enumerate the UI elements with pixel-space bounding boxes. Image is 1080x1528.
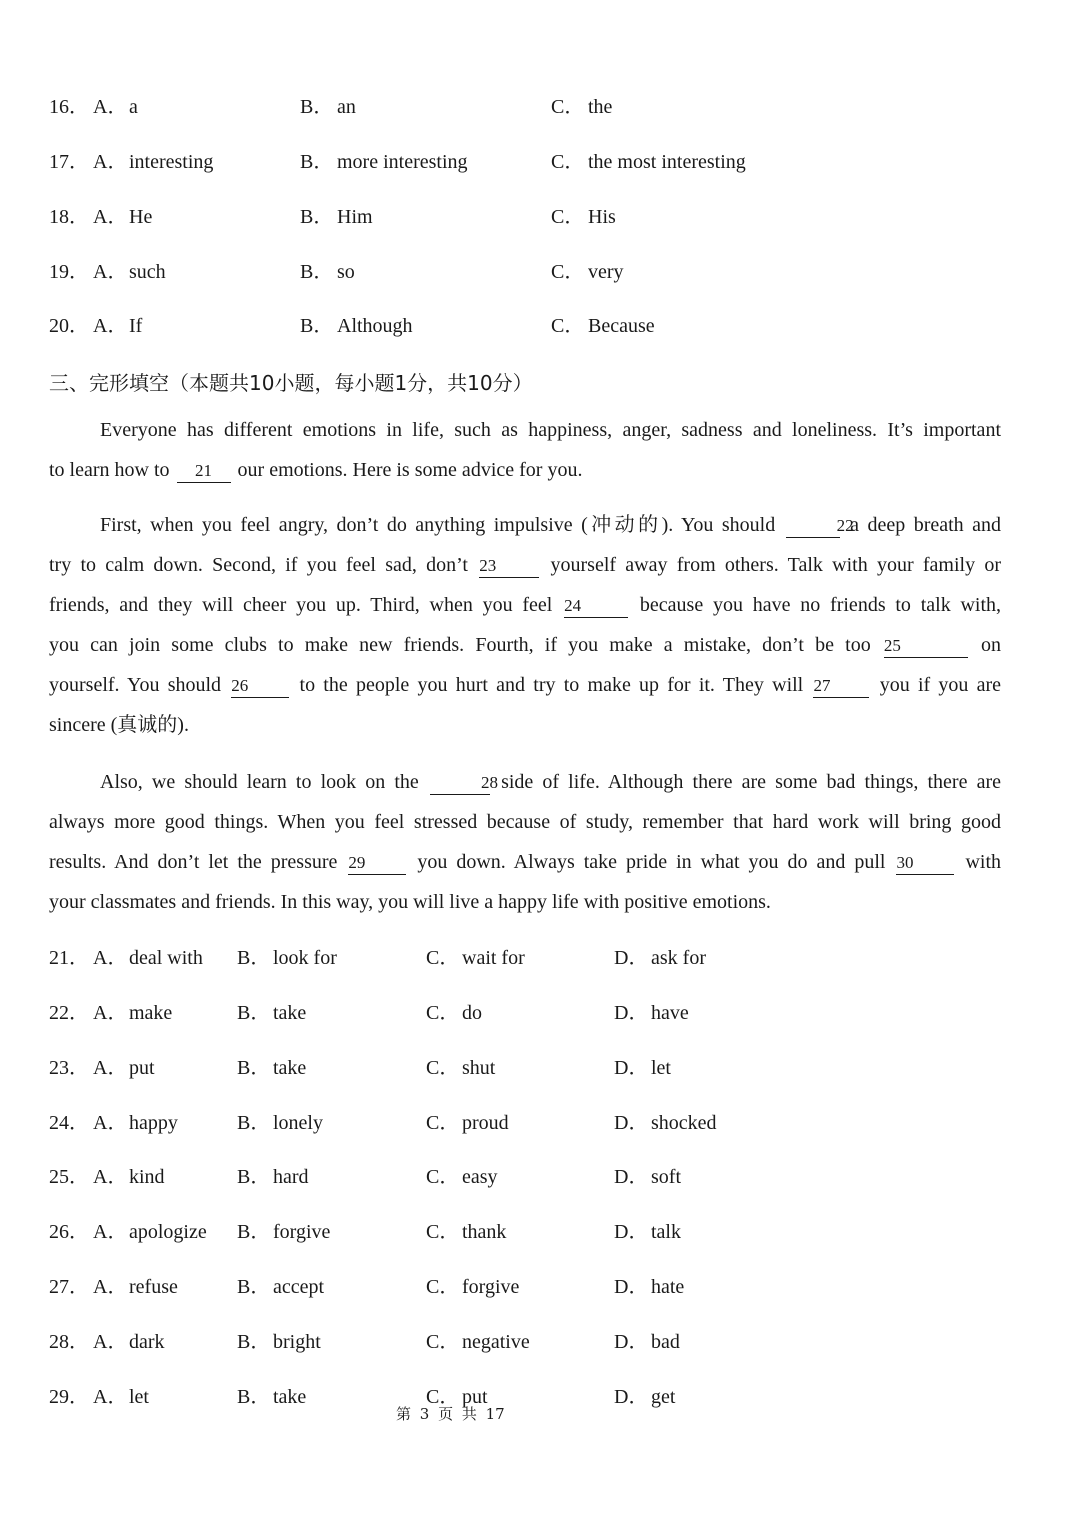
option-d-letter: D． [614,1057,649,1079]
blank-28: 28 [430,772,490,795]
question-number: 17． [49,151,89,173]
option-c-text: put [462,1386,488,1408]
option-b-letter: B． [300,151,334,173]
passage-text: yourself away from others. Talk with your family or [550,554,1002,576]
option-d-letter: D． [614,947,649,969]
option-c-letter: C． [426,1002,460,1024]
option-a-text: apologize [129,1221,207,1243]
option-b-text: hard [273,1166,309,1188]
passage-text: you if you are [879,674,1002,696]
option-b-text: Although [337,315,413,337]
option-c-text: easy [462,1166,498,1188]
option-a-text: refuse [129,1276,178,1298]
option-b-letter: B． [237,1166,271,1188]
option-a-letter: A． [93,96,128,118]
blank-26: 26 [231,675,289,698]
option-c-text: Because [588,315,655,337]
question-number: 26． [49,1221,89,1243]
option-c-letter: C． [426,1057,460,1079]
option-a-letter: A． [93,1166,128,1188]
blank-25: 25 [884,635,968,658]
passage-paragraph-3 [49,762,1001,922]
option-b-letter: B． [300,96,334,118]
option-b-letter: B． [237,1057,271,1079]
question-number: 20． [49,315,89,337]
passage-text: you can join some clubs to make new friends. Fourth, if you make a mistake, don’t be too [49,634,871,656]
passage-paragraph-1 [49,410,1001,490]
option-a-text: If [129,315,143,337]
passage-text: Also, we should learn to look on the [100,771,419,793]
passage-text: try to calm down. Second, if you feel sad, don’t [49,554,468,576]
passage-text: always more good things. When you feel stressed because of study, remember that hard work will bring good [49,811,1001,833]
option-d-text: get [651,1386,676,1408]
option-b-letter: B． [237,947,271,969]
blank-21: 21 [177,460,231,483]
option-a-text: interesting [129,151,214,173]
option-d-letter: D． [614,1221,649,1243]
option-c-letter: C． [426,1112,460,1134]
option-b-text: forgive [273,1221,331,1243]
option-a-text: dark [129,1331,165,1353]
section-heading: 三、完形填空（本题共10小题，每小题1分，共10分） [49,371,533,395]
option-c-letter: C． [551,96,585,118]
option-b-letter: B． [300,261,334,283]
passage-text: to the people you hurt and try to make up for it. They will [299,674,804,696]
passage-text: side of life. Although there are some bad things, there are [501,771,1002,793]
option-c-text: proud [462,1112,509,1134]
option-c-text: the most interesting [588,151,746,173]
option-d-text: bad [651,1331,680,1353]
option-b-text: take [273,1386,307,1408]
option-c-letter: C． [551,151,585,173]
option-a-letter: A． [93,206,128,228]
option-c-letter: C． [426,1386,460,1408]
option-b-text: an [337,96,356,118]
option-c-letter: C． [551,206,585,228]
option-b-text: look for [273,947,337,969]
option-c-letter: C． [426,1221,460,1243]
option-a-letter: A． [93,947,128,969]
option-b-letter: B． [300,315,334,337]
option-d-text: have [651,1002,689,1024]
option-d-text: shocked [651,1112,717,1134]
option-c-text: the [588,96,613,118]
option-b-text: lonely [273,1112,323,1134]
option-d-text: soft [651,1166,681,1188]
option-a-text: happy [129,1112,178,1134]
option-b-letter: B． [237,1002,271,1024]
blank-29: 29 [348,852,406,875]
option-b-text: Him [337,206,373,228]
option-c-text: shut [462,1057,496,1079]
option-b-text: bright [273,1331,321,1353]
option-a-letter: A． [93,1386,128,1408]
option-c-text: do [462,1002,482,1024]
blank-23: 23 [479,555,539,578]
passage-text: First, when you feel angry, don’t do anything impulsive (冲动的). You should [100,514,776,536]
option-d-text: let [651,1057,671,1079]
option-d-text: ask for [651,947,706,969]
option-c-letter: C． [426,1166,460,1188]
option-b-letter: B． [237,1386,271,1408]
option-a-letter: A． [93,1221,128,1243]
option-b-letter: B． [237,1276,271,1298]
option-d-letter: D． [614,1002,649,1024]
question-number: 29． [49,1386,89,1408]
passage-text: a deep breath and [850,514,1001,536]
option-d-letter: D． [614,1166,649,1188]
option-a-text: He [129,206,153,228]
passage-text: with [965,851,1001,873]
question-number: 16． [49,96,89,118]
option-c-text: negative [462,1331,530,1353]
option-b-letter: B． [237,1112,271,1134]
passage-text: sincere (真诚的). [49,714,189,736]
question-number: 25． [49,1166,89,1188]
option-c-text: very [588,261,624,283]
option-b-text: take [273,1002,307,1024]
question-number: 19． [49,261,89,283]
option-b-text: more interesting [337,151,468,173]
option-a-letter: A． [93,315,128,337]
option-a-letter: A． [93,151,128,173]
option-c-letter: C． [426,1276,460,1298]
option-d-letter: D． [614,1331,649,1353]
option-a-letter: A． [93,1057,128,1079]
option-c-text: forgive [462,1276,520,1298]
option-b-letter: B． [237,1331,271,1353]
question-number: 21． [49,947,89,969]
option-c-text: thank [462,1221,507,1243]
option-a-text: let [129,1386,149,1408]
passage-text: you down. Always take pride in what you do and pull [417,851,886,873]
blank-22: 22 [786,515,840,538]
passage-text: your classmates and friends. In this way, you will live a happy life with positive emotions. [49,891,771,913]
passage-text: yourself. You should [49,674,222,696]
option-b-text: accept [273,1276,325,1298]
passage-text: Everyone has different emotions in life, such as happiness, anger, sadness and loneliness. It’s important [100,419,1001,441]
question-number: 18． [49,206,89,228]
option-a-text: a [129,96,138,118]
question-number: 27． [49,1276,89,1298]
option-a-text: make [129,1002,173,1024]
blank-24: 24 [564,595,628,618]
option-a-letter: A． [93,261,128,283]
option-b-letter: B． [237,1221,271,1243]
option-a-letter: A． [93,1276,128,1298]
option-a-text: put [129,1057,155,1079]
option-c-letter: C． [426,947,460,969]
passage-text: because you have no friends to talk with, [639,594,1002,616]
passage-text: to learn how to [49,459,170,481]
option-a-text: deal with [129,947,203,969]
option-b-letter: B． [300,206,334,228]
passage-paragraph-2 [49,505,1001,745]
option-d-letter: D． [614,1276,649,1298]
question-number: 24． [49,1112,89,1134]
option-b-text: take [273,1057,307,1079]
option-a-letter: A． [93,1112,128,1134]
option-c-text: His [588,206,616,228]
question-number: 23． [49,1057,89,1079]
option-c-letter: C． [551,261,585,283]
option-a-text: such [129,261,166,283]
passage-text: results. And don’t let the pressure [49,851,338,873]
option-d-text: talk [651,1221,681,1243]
option-a-letter: A． [93,1331,128,1353]
option-d-letter: D． [614,1386,649,1408]
question-number: 22． [49,1002,89,1024]
option-c-letter: C． [551,315,585,337]
passage-text: our emotions. Here is some advice for you. [237,459,583,481]
option-a-letter: A． [93,1002,128,1024]
option-c-text: wait for [462,947,525,969]
passage-text: friends, and they will cheer you up. Third, when you feel [49,594,553,616]
option-b-text: so [337,261,355,283]
passage-text: on [981,634,1002,656]
option-d-text: hate [651,1276,685,1298]
option-a-text: kind [129,1166,165,1188]
blank-30: 30 [896,852,954,875]
option-c-letter: C． [426,1331,460,1353]
blank-27: 27 [813,675,869,698]
page-footer: 第 3 页 共 17 [396,1405,505,1423]
question-number: 28． [49,1331,89,1353]
option-d-letter: D． [614,1112,649,1134]
